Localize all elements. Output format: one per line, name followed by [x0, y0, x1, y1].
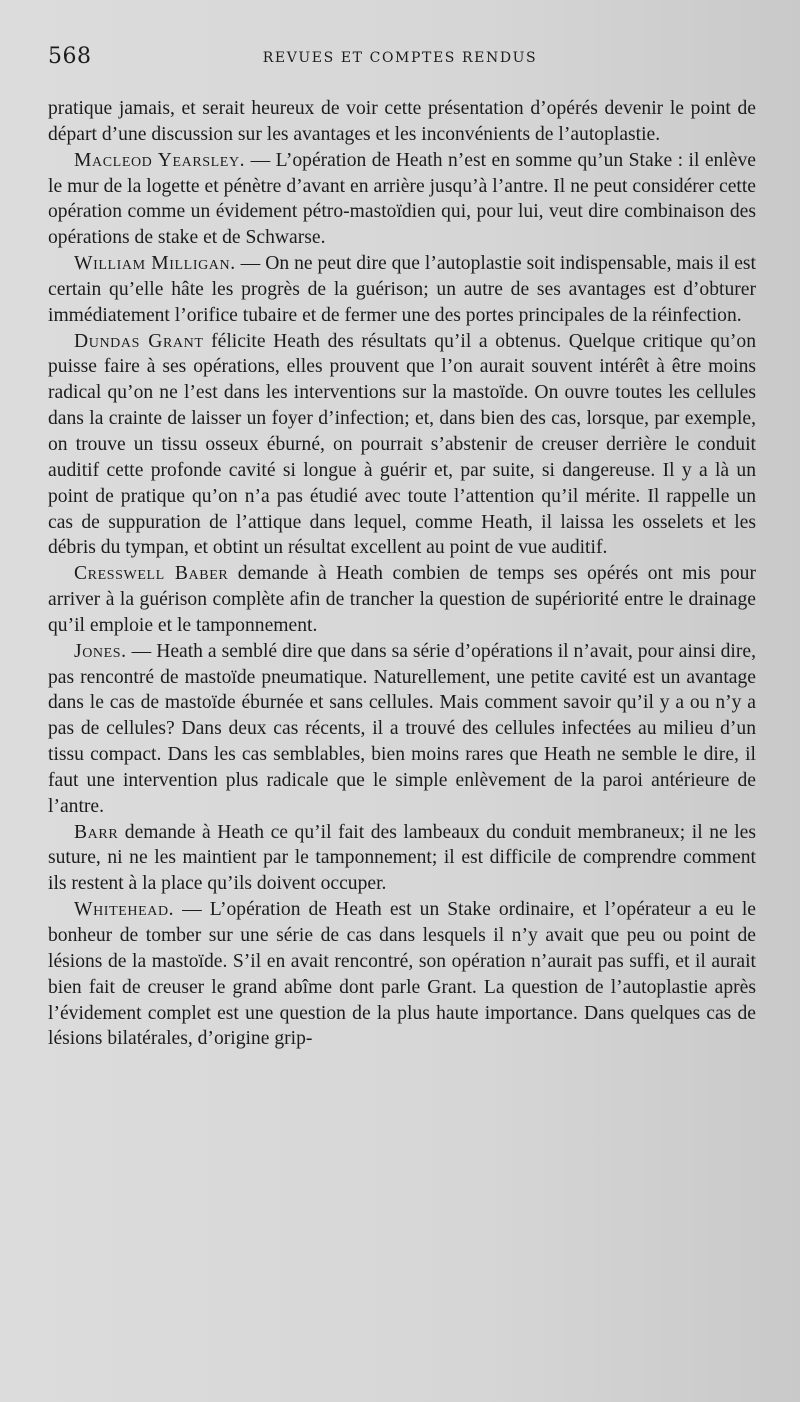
speaker-name: Barr — [74, 821, 119, 843]
paragraph-text: demande à Heath ce qu’il fait des lambeaux du conduit membraneux; il ne les suture, ni ne les maintient par le tamponnement; il est difficile de comprendre comment ils restent à la place qu’ils doivent occuper. — [48, 821, 756, 895]
paragraph — [48, 897, 756, 1052]
page-header — [48, 44, 752, 76]
paragraph-text: — L’opération de Heath est un Stake ordinaire, et l’opérateur a eu le bonheur de tomber sur une série de cas dans lesquels il n’y avait que peu ou point de lésions de la mastoïde. S’il en avait rencontré, son opération n’aurait pas suffi, et il aurait bien fait de creuser le grand abîme dont parle Grant. La question de l’autoplastie après l’évidement complet est une question de la plus haute importance. Dans quelques cas de lésions bilatérales, d’origine grip- — [48, 899, 756, 1050]
paragraph-text: félicite Heath des résultats qu’il a obtenus. Quelque critique qu’on puisse faire à ses opérations, elles prouvent que l’on aurait souvent intérêt à être moins radical qu’on ne l’est dans les interventions sur la mastoïde. On ouvre toutes les cellules dans la crainte de laisser un foyer d’infection; et, dans bien des cas, lorsque, par exemple, on trouve un tissu osseux éburné, on pourrait s’abstenir de creuser derrière le conduit auditif cette profonde cavité si longue à guérir et, par suite, si dangereuse. Il y a là un point de pratique qu’on n’a pas étudié avec toute l’attention qu’il mérite. Il rappelle un cas de suppuration de l’attique dans lequel, comme Heath, il laissa les osselets et les débris du tympan, et obtint un résultat excellent au point de vue auditif. — [48, 330, 756, 559]
speaker-name: Whitehead. — [74, 899, 175, 921]
paragraph-text: — On ne peut dire que l’autoplastie soit indispensable, mais il est certain qu’elle hâte les progrès de la guérison; un autre de ses avantages est d’obturer immédiatement l’orifice tubaire et de fermer une des portes principales de la réinfection. — [48, 253, 756, 326]
paragraph — [48, 251, 756, 329]
paragraph-text: — Heath a semblé dire que dans sa série d’opérations il n’avait, pour ainsi dire, pas rencontré de mastoïde pneumatique. Naturellement, une petite cavité est un avantage dans le cas de mastoïde éburnée et sans cellules. Mais comment savoir qu’il y a ou n’y a pas de cellules? Dans deux cas récents, il a trouvé des cellules infectées au milieu d’un tissu compact. Dans les cas semblables, bien moins rares que Heath ne semble le dire, il faut une intervention plus radicale que le simple enlèvement de la paroi antérieure de l’antre. — [48, 640, 756, 817]
paragraph-text: — L’opération de Heath n’est en somme qu’un Stake : il enlève le mur de la logette et pénètre d’avant en arrière jusqu’à l’antre. Il ne peut considérer cette opération comme un évidement pétro-mastoïdien qui, pour lui, veut dire combinaison des opérations de stake et de Schwarse. — [48, 149, 756, 249]
paragraph — [48, 96, 756, 148]
paragraph — [48, 148, 756, 251]
paragraph — [48, 329, 756, 562]
paragraph — [48, 820, 756, 898]
speaker-name: Dundas Grant — [74, 330, 204, 352]
speaker-name: William Milligan. — [74, 253, 236, 275]
body-text — [48, 96, 756, 1052]
paragraph — [48, 561, 756, 639]
speaker-name: Jones. — [74, 640, 127, 662]
speaker-name: Macleod Yearsley. — [74, 149, 246, 171]
paragraph-text: pratique jamais, et serait heureux de voir cette présentation d’opérés devenir le point de départ d’une discussion sur les avantages et les inconvénients de l’autoplastie. — [48, 98, 756, 145]
speaker-name: Cresswell Baber — [74, 563, 229, 585]
paragraph — [48, 639, 756, 820]
paragraph-text: demande à Heath combien de temps ses opérés ont mis pour arriver à la guérison complète afin de trancher la question de supériorité entre le drainage qu’il emploie et le tamponnement. — [48, 563, 756, 636]
page-number: 568 — [48, 44, 92, 69]
running-head: REVUES ET COMPTES RENDUS — [262, 50, 538, 66]
